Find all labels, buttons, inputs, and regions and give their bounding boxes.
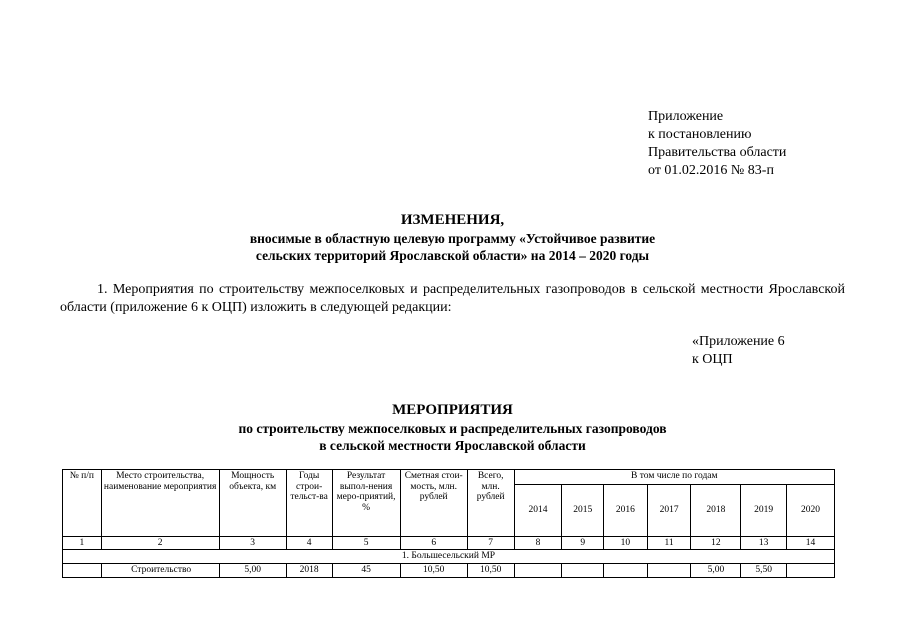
header-years: Годы строи-тельст-ва <box>286 470 332 537</box>
measures-table <box>62 469 835 578</box>
cell-years: 2018 <box>286 564 332 578</box>
appendix6-line-1: «Приложение 6 <box>692 334 785 349</box>
appendix-line-3: Правительства области <box>648 145 787 160</box>
column-number: 6 <box>400 537 467 550</box>
appendix-line-1: Приложение <box>648 109 724 124</box>
cell-place: Строительство <box>101 564 219 578</box>
header-year-2014: 2014 <box>514 485 562 537</box>
cell-2019: 5,50 <box>741 564 787 578</box>
column-number: 2 <box>101 537 219 550</box>
column-number: 10 <box>604 537 648 550</box>
cell-total: 10,50 <box>467 564 514 578</box>
changes-subtitle <box>0 230 905 264</box>
header-year-2020: 2020 <box>787 485 835 537</box>
column-number: 13 <box>741 537 787 550</box>
column-number: 1 <box>63 537 102 550</box>
appendix-line-4: от 01.02.2016 № 83-п <box>648 163 774 178</box>
cell-2015 <box>562 564 604 578</box>
cell-capacity: 5,00 <box>219 564 286 578</box>
cell-2018: 5,00 <box>691 564 741 578</box>
column-number: 4 <box>286 537 332 550</box>
column-number: 8 <box>514 537 562 550</box>
cell-estimate: 10,50 <box>400 564 467 578</box>
cell-2014 <box>514 564 562 578</box>
header-year-2015: 2015 <box>562 485 604 537</box>
header-capacity: Мощность объекта, км <box>219 470 286 537</box>
changes-subtitle-line-1: вносимые в областную целевую программу «Устойчивое развитие <box>249 231 656 246</box>
header-year-2016: 2016 <box>604 485 648 537</box>
cell-2020 <box>787 564 835 578</box>
header-by-years: В том числе по годам <box>514 470 834 485</box>
changes-subtitle-line-2: сельских территорий Ярославской области» на 2014 – 2020 годы <box>255 248 650 263</box>
changes-title: ИЗМЕНЕНИЯ, <box>400 212 505 228</box>
column-number: 7 <box>467 537 514 550</box>
header-year-2019: 2019 <box>741 485 787 537</box>
measures-subtitle-line-2: в сельской местности Ярославской области <box>319 438 586 453</box>
body-paragraph: 1. Мероприятия по строительству межпоселковых и распределительных газопроводов в сельской местности Ярославской области (приложение 6 к ОЦП) изложить в следующей редакции: <box>60 282 845 315</box>
appendix6-line-2: к ОЦП <box>692 352 733 367</box>
header-result: Результат выпол-нения меро-приятий, % <box>332 470 400 537</box>
column-number: 12 <box>691 537 741 550</box>
appendix6-block <box>692 333 785 369</box>
column-number: 11 <box>647 537 691 550</box>
column-number: 9 <box>562 537 604 550</box>
cell-2016 <box>604 564 648 578</box>
header-year-2018: 2018 <box>691 485 741 537</box>
header-year-2017: 2017 <box>647 485 691 537</box>
appendix-line-2: к постановлению <box>648 127 752 142</box>
section-row <box>63 550 835 564</box>
cell-result: 45 <box>332 564 400 578</box>
header-place: Место строительства, наименование мероприятия <box>101 470 219 537</box>
header-estimate: Сметная стои-мость, млн. рублей <box>400 470 467 537</box>
header-num: № п/п <box>63 470 102 537</box>
column-number-row <box>63 537 835 550</box>
measures-subtitle <box>0 420 905 454</box>
cell-num <box>63 564 102 578</box>
table-header-row <box>63 470 835 485</box>
measures-title: МЕРОПРИЯТИЯ <box>392 402 513 418</box>
measures-subtitle-line-1: по строительству межпоселковых и распределительных газопроводов <box>238 421 667 436</box>
section-title: 1. Большесельский МР <box>63 550 835 564</box>
header-total: Всего, млн. рублей <box>467 470 514 537</box>
cell-2017 <box>647 564 691 578</box>
column-number: 5 <box>332 537 400 550</box>
column-number: 14 <box>787 537 835 550</box>
appendix-block <box>648 108 786 180</box>
column-number: 3 <box>219 537 286 550</box>
table-row <box>63 564 835 578</box>
